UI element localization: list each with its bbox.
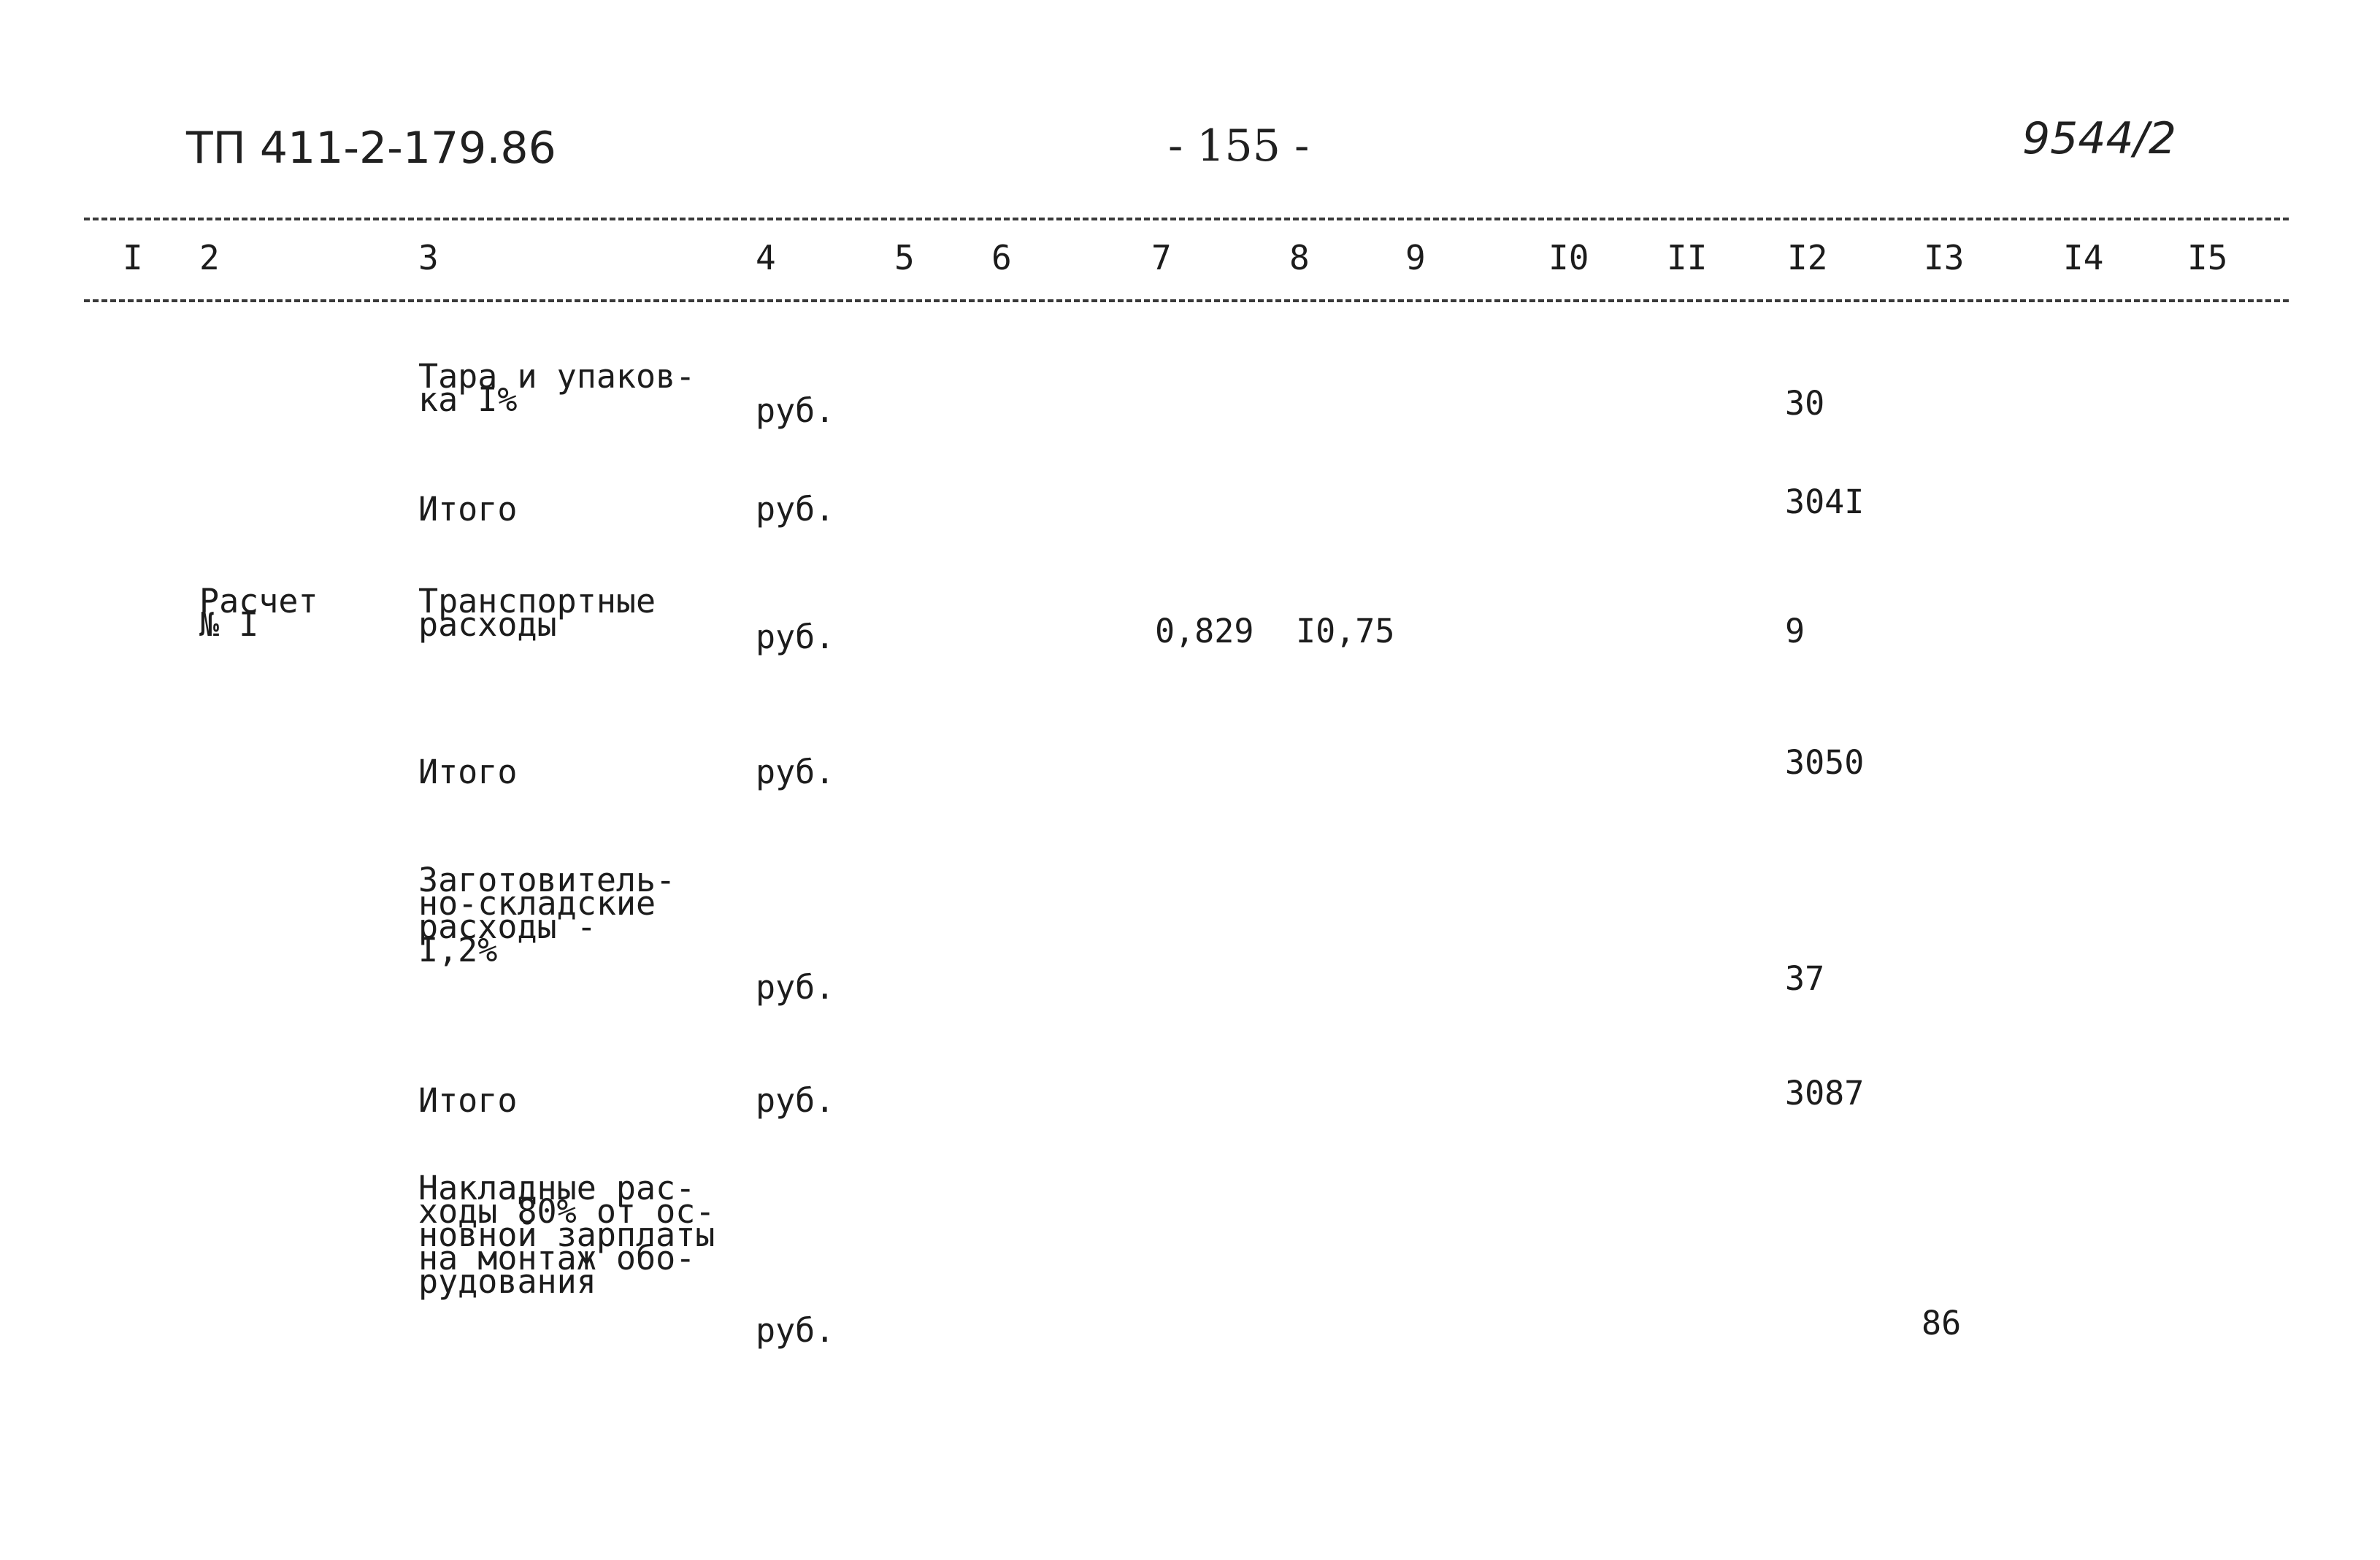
item-description: Тара и упаков- ка I% — [418, 357, 696, 419]
column-number: 2 — [199, 238, 220, 277]
column-number: 9 — [1405, 238, 1426, 277]
unit-cell: руб. — [756, 968, 835, 1007]
page-number: - 155 - — [1168, 120, 1310, 172]
unit-cell: руб. — [756, 490, 835, 529]
column-number: 6 — [991, 238, 1012, 277]
item-description: Транспортные расходы — [418, 582, 656, 644]
column-number: I5 — [2187, 238, 2228, 277]
document-code: ТП 411-2-179.86 — [186, 123, 556, 174]
top-rule — [84, 218, 2289, 220]
column-number: 7 — [1151, 238, 1172, 277]
item-description: Итого — [418, 490, 518, 529]
column-number: I3 — [1924, 238, 1965, 277]
coefficient-cell: 0,829 — [1155, 612, 1254, 650]
column-number: 4 — [756, 238, 776, 277]
unit-cell: руб. — [756, 1081, 835, 1120]
item-description: Итого — [418, 753, 518, 791]
amount-cell: 37 — [1785, 959, 1825, 998]
amount-cell: 3050 — [1785, 743, 1865, 782]
column-number: 8 — [1289, 238, 1310, 277]
amount-cell: 30 — [1785, 384, 1825, 423]
item-description: Накладные рас- ходы 80% от ос- новной зарплаты на монтаж обо- рудования — [418, 1169, 715, 1301]
column-number: II — [1667, 238, 1708, 277]
archive-number: 9544/2 — [2022, 113, 2177, 164]
item-description: Заготовитель- но-складские расходы - I,2% — [418, 861, 676, 969]
amount-cell: 304I — [1785, 483, 1865, 521]
unit-cell: руб. — [756, 753, 835, 791]
unit-cell: руб. — [756, 618, 835, 656]
column-number: I — [123, 238, 143, 277]
column-number: 5 — [894, 238, 915, 277]
unit-cell: руб. — [756, 391, 835, 430]
amount-cell: 86 — [1922, 1304, 1962, 1342]
calculation-reference: Расчет № I — [199, 582, 318, 644]
amount-cell: 3087 — [1785, 1074, 1865, 1113]
item-description: Итого — [418, 1081, 518, 1120]
column-number: I2 — [1787, 238, 1828, 277]
rate-cell: I0,75 — [1296, 612, 1395, 650]
column-number: 3 — [418, 238, 439, 277]
unit-cell: руб. — [756, 1311, 835, 1350]
column-header-rule — [84, 299, 2289, 302]
column-number: I4 — [2063, 238, 2104, 277]
amount-cell: 9 — [1785, 612, 1805, 650]
column-number: I0 — [1548, 238, 1589, 277]
